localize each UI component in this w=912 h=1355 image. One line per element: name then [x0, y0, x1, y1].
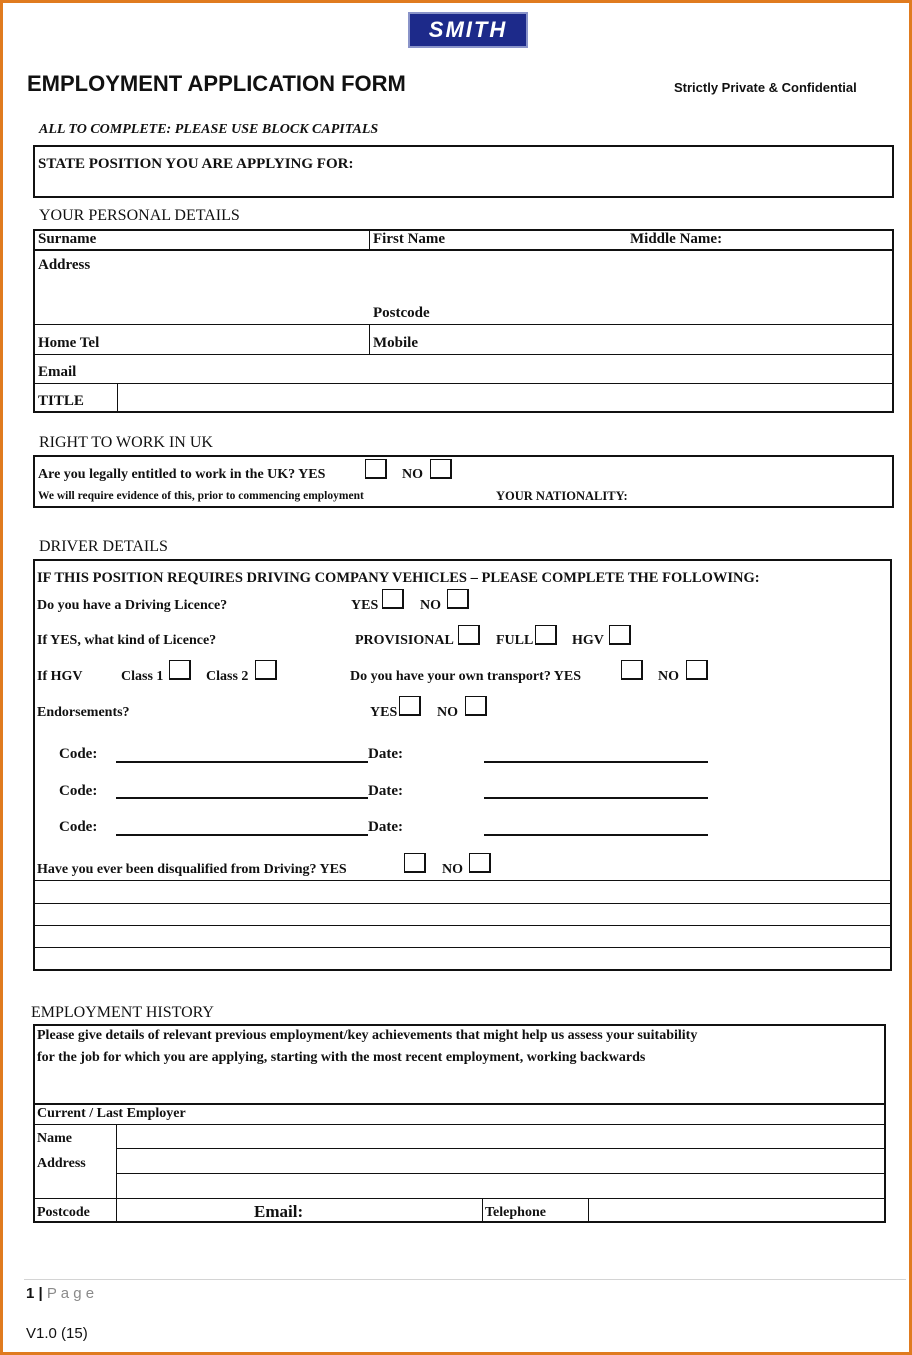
- first-name-field[interactable]: First Name: [373, 231, 446, 247]
- form-title: EMPLOYMENT APPLICATION FORM: [27, 71, 406, 96]
- provisional-label: PROVISIONAL: [355, 633, 454, 648]
- endorsements-no-checkbox[interactable]: [465, 696, 487, 716]
- employment-intro-line2: for the job for which you are applying, starting with the most recent employment, working backwards: [37, 1050, 646, 1065]
- hgv-checkbox[interactable]: [609, 625, 631, 645]
- employer-name-field[interactable]: Name: [37, 1131, 72, 1146]
- position-label: STATE POSITION YOU ARE APPLYING FOR:: [38, 156, 354, 172]
- class2-label: Class 2: [206, 669, 249, 684]
- licence-no-label: NO: [420, 598, 441, 613]
- code-label-2: Code:: [59, 783, 98, 799]
- employer-address-field[interactable]: Address: [37, 1156, 86, 1171]
- transport-question: Do you have your own transport? YES: [350, 669, 582, 684]
- endorsements-no-label: NO: [437, 705, 458, 720]
- hgv-label: HGV: [572, 633, 604, 648]
- home-tel-field[interactable]: Home Tel: [38, 335, 100, 351]
- class1-checkbox[interactable]: [169, 660, 191, 680]
- licence-kind-question: If YES, what kind of Licence?: [37, 633, 217, 648]
- evidence-note: We will require evidence of this, prior to commencing employment: [38, 490, 364, 502]
- if-hgv-label: If HGV: [37, 669, 83, 684]
- footer-divider: [24, 1279, 906, 1280]
- driver-details-box: [33, 559, 892, 971]
- version-label: V1.0 (15): [26, 1325, 88, 1342]
- code-input-2[interactable]: [116, 797, 368, 799]
- page-number: 1 | P a g e: [26, 1285, 95, 1302]
- disqualified-yes-checkbox[interactable]: [404, 853, 426, 873]
- transport-no-label: NO: [658, 669, 679, 684]
- nationality-field[interactable]: YOUR NATIONALITY:: [496, 489, 628, 503]
- date-input-3[interactable]: [484, 834, 708, 836]
- personal-heading: YOUR PERSONAL DETAILS: [39, 207, 240, 224]
- company-logo: SMITH: [408, 12, 528, 48]
- transport-no-checkbox[interactable]: [686, 660, 708, 680]
- middle-name-field[interactable]: Middle Name:: [630, 231, 723, 247]
- full-checkbox[interactable]: [535, 625, 557, 645]
- address-field[interactable]: Address: [38, 257, 91, 273]
- right-to-work-no-checkbox[interactable]: [430, 459, 452, 479]
- endorsements-yes-checkbox[interactable]: [399, 696, 421, 716]
- licence-yes-checkbox[interactable]: [382, 589, 404, 609]
- code-label-3: Code:: [59, 819, 98, 835]
- date-label-3: Date:: [368, 819, 403, 835]
- class1-label: Class 1: [121, 669, 164, 684]
- driver-heading: DRIVER DETAILS: [39, 538, 168, 555]
- driver-intro: IF THIS POSITION REQUIRES DRIVING COMPANY VEHICLES – PLEASE COMPLETE THE FOLLOWING:: [37, 570, 760, 586]
- postcode-field[interactable]: Postcode: [373, 305, 430, 321]
- transport-yes-checkbox[interactable]: [621, 660, 643, 680]
- provisional-checkbox[interactable]: [458, 625, 480, 645]
- code-input-1[interactable]: [116, 761, 368, 763]
- endorsements-label: Endorsements?: [37, 705, 130, 720]
- code-label-1: Code:: [59, 746, 98, 762]
- endorsements-yes-label: YES: [370, 705, 398, 720]
- disqualified-detail-line-4[interactable]: [35, 947, 890, 948]
- licence-yes-label: YES: [351, 598, 379, 613]
- licence-question: Do you have a Driving Licence?: [37, 598, 228, 613]
- disqualified-no-label: NO: [442, 862, 463, 877]
- licence-no-checkbox[interactable]: [447, 589, 469, 609]
- employer-postcode-field[interactable]: Postcode: [37, 1205, 90, 1220]
- employer-email-field[interactable]: Email:: [254, 1202, 304, 1221]
- surname-field[interactable]: Surname: [38, 231, 97, 247]
- current-employer-label: Current / Last Employer: [37, 1106, 186, 1121]
- email-field[interactable]: Email: [38, 364, 77, 380]
- disqualified-no-checkbox[interactable]: [469, 853, 491, 873]
- date-input-2[interactable]: [484, 797, 708, 799]
- date-label-1: Date:: [368, 746, 403, 762]
- right-to-work-question: Are you legally entitled to work in the UK? YES: [38, 467, 326, 482]
- confidential-label: Strictly Private & Confidential: [674, 80, 857, 95]
- disqualified-question: Have you ever been disqualified from Driving? YES: [37, 862, 347, 877]
- instruction-text: ALL TO COMPLETE: PLEASE USE BLOCK CAPITALS: [39, 122, 379, 137]
- class2-checkbox[interactable]: [255, 660, 277, 680]
- employment-intro-line1: Please give details of relevant previous employment/key achievements that might help us assess your suitability: [37, 1028, 698, 1043]
- employment-heading: EMPLOYMENT HISTORY: [31, 1004, 214, 1021]
- right-to-work-yes-checkbox[interactable]: [365, 459, 387, 479]
- employer-telephone-field[interactable]: Telephone: [485, 1205, 546, 1220]
- full-label: FULL: [496, 633, 534, 648]
- date-label-2: Date:: [368, 783, 403, 799]
- right-to-work-no-label: NO: [402, 467, 423, 482]
- disqualified-detail-line-2[interactable]: [35, 903, 890, 904]
- mobile-field[interactable]: Mobile: [373, 335, 418, 351]
- personal-details-table: [33, 229, 894, 413]
- code-input-3[interactable]: [116, 834, 368, 836]
- date-input-1[interactable]: [484, 761, 708, 763]
- disqualified-detail-line-1[interactable]: [35, 880, 890, 881]
- disqualified-detail-line-3[interactable]: [35, 925, 890, 926]
- right-to-work-heading: RIGHT TO WORK IN UK: [39, 434, 213, 451]
- title-field[interactable]: TITLE: [38, 393, 84, 409]
